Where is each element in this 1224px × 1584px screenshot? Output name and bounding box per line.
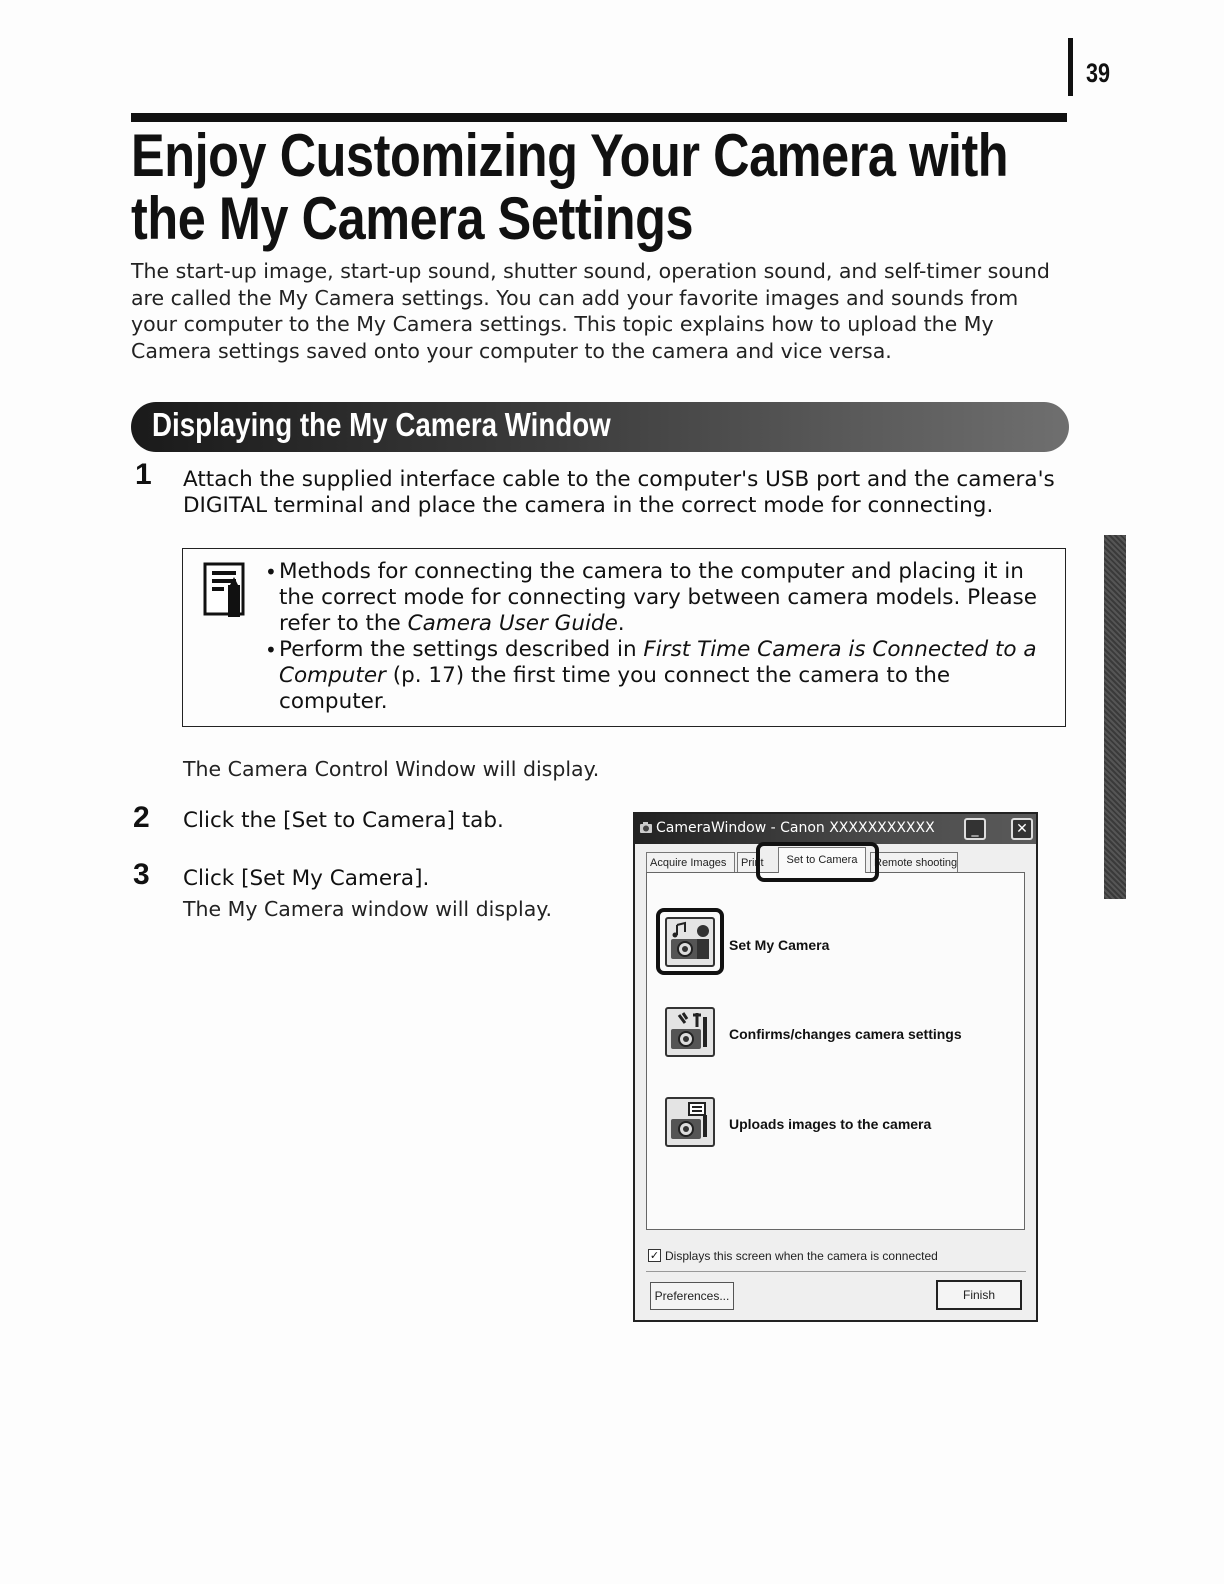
page-number: 39 xyxy=(1086,58,1111,88)
camera-tools-icon xyxy=(667,1009,713,1055)
note-item-2-text: Perform the settings described in xyxy=(279,637,644,662)
camera-settings-button[interactable] xyxy=(665,1007,715,1057)
close-button[interactable]: ✕ xyxy=(1011,818,1033,840)
tab-set-to-camera[interactable]: Set to Camera xyxy=(778,847,866,873)
camera-music-icon xyxy=(667,919,713,965)
title-rule xyxy=(131,113,1067,122)
camera-upload-icon xyxy=(667,1099,713,1145)
note-item-2 xyxy=(265,637,1055,715)
page-number-bar xyxy=(1068,38,1073,96)
show-on-connect-label[interactable]: Displays this screen when the camera is connected xyxy=(665,1249,938,1263)
note-icon xyxy=(204,563,248,623)
step-3-number: 3 xyxy=(133,858,150,891)
tab-remote-shooting[interactable]: Remote shooting xyxy=(870,852,958,872)
step-2-text: Click the [Set to Camera] tab. xyxy=(183,808,504,833)
set-my-camera-label[interactable]: Set My Camera xyxy=(729,937,830,953)
note-item-1 xyxy=(265,559,1055,637)
section-title: Displaying the My Camera Window xyxy=(152,406,611,443)
after-note-text: The Camera Control Window will display. xyxy=(183,757,600,781)
step-2-number: 2 xyxy=(133,801,150,834)
note-item-2-italic: First Time Camera is Connected to a Computer xyxy=(279,637,1037,688)
intro-paragraph: The start-up image, start-up sound, shutter sound, operation sound, and self-timer sound are called the My Camera settings. You can add your favorite images and sounds from your computer to the My Camera settings. This topic explains how to upload the My Camera settings saved onto your computer to the camera and vice versa. xyxy=(131,259,1050,363)
tab-acquire-images[interactable]: Acquire Images xyxy=(646,852,735,872)
dialog-title: CameraWindow - Canon XXXXXXXXXXX xyxy=(656,820,935,836)
camera-settings-label[interactable]: Confirms/changes camera settings xyxy=(729,1026,962,1042)
note-item-1-end: . xyxy=(617,611,625,636)
note-item-2-end: (p. 17) the first time you connect the camera to the computer. xyxy=(279,663,951,714)
show-on-connect-checkbox[interactable]: ✓ xyxy=(649,1249,660,1262)
set-my-camera-button[interactable] xyxy=(665,917,715,967)
preferences-button[interactable]: Preferences... xyxy=(650,1282,734,1310)
dialog-separator xyxy=(646,1271,1026,1272)
note-item-1-text: Methods for connecting the camera to the computer and placing it in the correct mode for connecting vary between camera models. Please refer to the xyxy=(279,559,1037,636)
note-list xyxy=(265,559,1055,715)
step-3-text: Click [Set My Camera]. xyxy=(183,866,430,891)
chapter-side-tab xyxy=(1104,535,1126,899)
upload-images-label[interactable]: Uploads images to the camera xyxy=(729,1116,932,1132)
upload-images-button[interactable] xyxy=(665,1097,715,1147)
finish-button[interactable]: Finish xyxy=(936,1280,1022,1310)
app-icon xyxy=(639,820,653,839)
step-1-number: 1 xyxy=(135,458,152,491)
minimize-button[interactable]: _ xyxy=(964,818,986,840)
step-1-text: Attach the supplied interface cable to the computer's USB port and the camera's DIGITAL terminal and place the camera in the correct mode for connecting. xyxy=(183,467,1055,518)
tab-highlight-frame xyxy=(756,842,879,882)
step-3-result: The My Camera window will display. xyxy=(183,897,552,921)
note-item-1-italic: Camera User Guide xyxy=(407,611,618,636)
page-title: Enjoy Customizing Your Camera with the My Camera Settings xyxy=(131,122,1009,252)
tab-print[interactable]: Print xyxy=(737,852,759,872)
